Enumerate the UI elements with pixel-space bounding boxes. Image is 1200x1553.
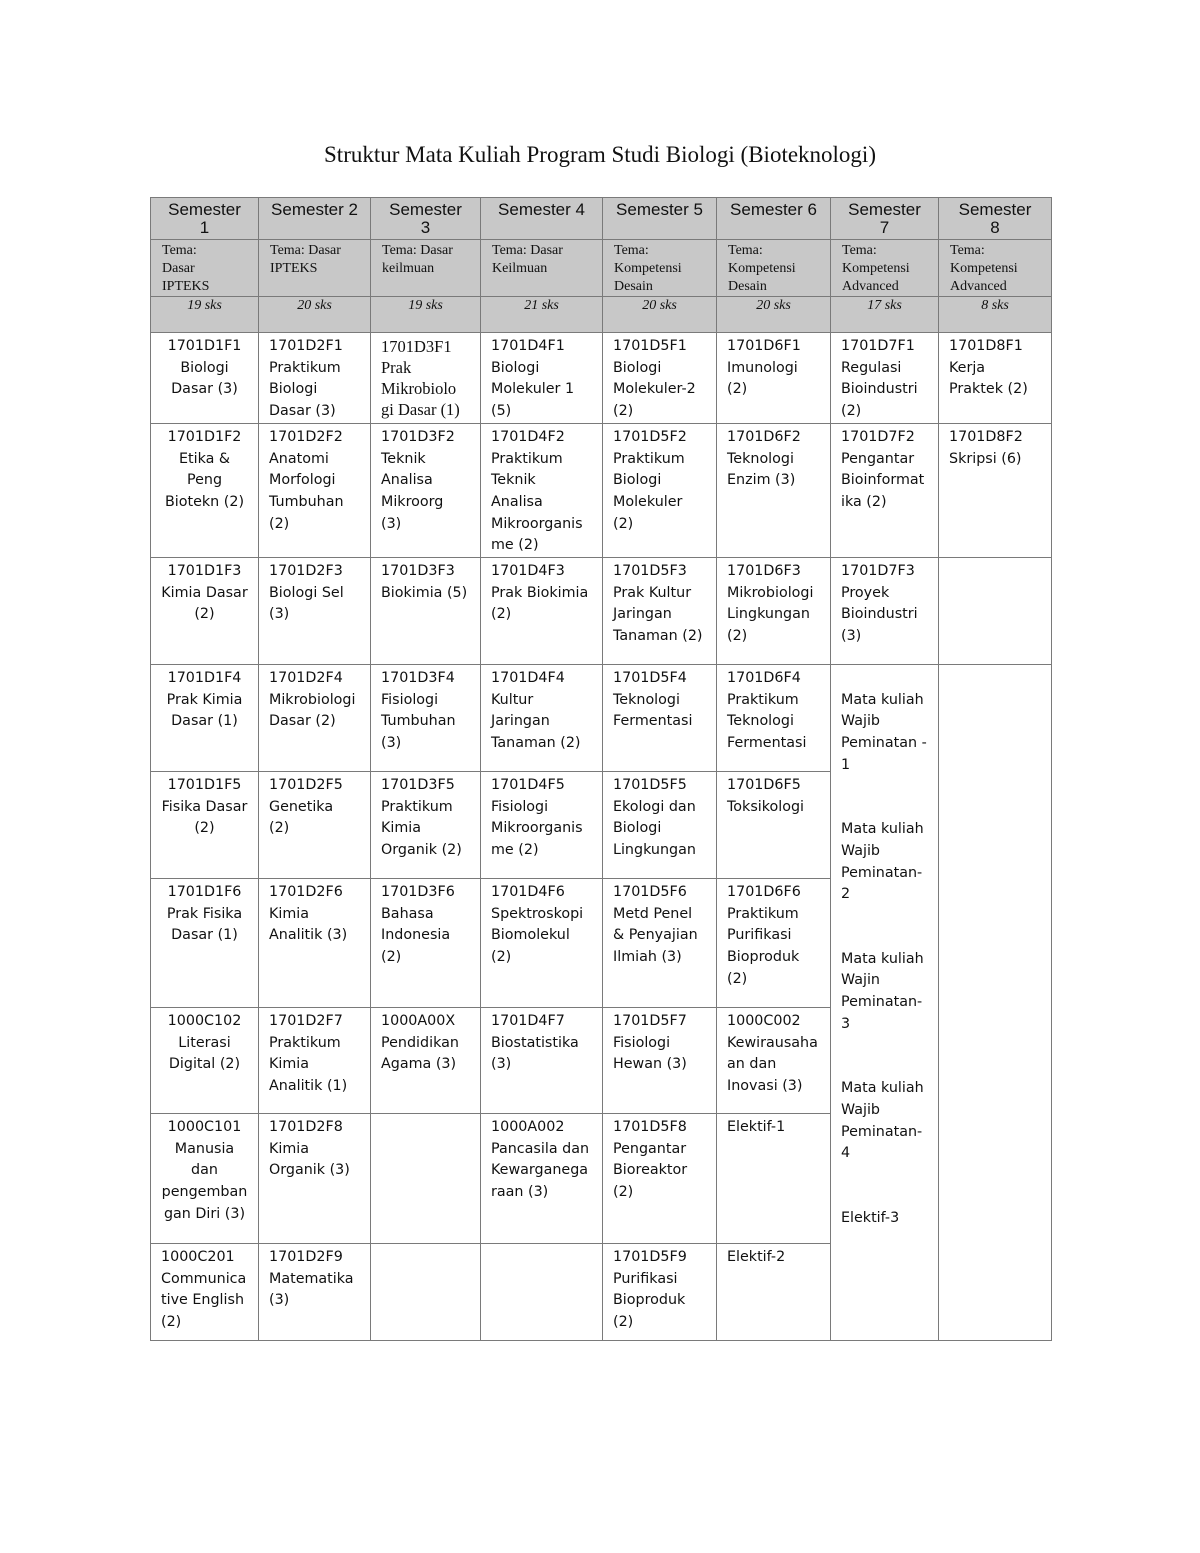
semester-tema: Tema: Kompetensi Desain [603,240,717,297]
semester-tema: Tema: Kompetensi Desain [717,240,831,297]
semester-sks: 20 sks [259,297,371,333]
course-cell: 1701D6F2 Teknologi Enzim (3) [717,423,831,557]
wajib-peminatan-item: Mata kuliah Wajib Peminatan- 2 [841,821,924,903]
course-cell: 1701D1F2 Etika & Peng Biotekn (2) [151,423,259,557]
course-cell: 1701D2F3 Biologi Sel (3) [259,558,371,665]
course-cell: 1000A00X Pendidikan Agama (3) [371,1008,481,1114]
course-cell: 1701D1F5 Fisika Dasar (2) [151,772,259,879]
course-cell: 1701D3F4 Fisiologi Tumbuhan (3) [371,665,481,772]
course-cell: 1701D6F4 Praktikum Teknologi Fermentasi [717,665,831,772]
course-cell: 1701D4F7 Biostatistika (3) [481,1008,603,1114]
wajib-peminatan-item: Mata kuliah Wajib Peminatan- 4 [841,1080,924,1162]
course-cell: 1701D1F4 Prak Kimia Dasar (1) [151,665,259,772]
semester-sks: 19 sks [151,297,259,333]
course-cell: 1000C102 Literasi Digital (2) [151,1008,259,1114]
course-cell: Elektif-2 [717,1244,831,1341]
elektif-item: Elektif-3 [841,1209,900,1226]
course-cell: 1701D2F4 Mikrobiologi Dasar (2) [259,665,371,772]
semester8-empty-cell [939,665,1052,1341]
course-cell [371,1114,481,1244]
course-cell: 1701D4F6 Spektroskopi Biomolekul (2) [481,879,603,1008]
course-cell: 1701D5F6 Metd Penel & Penyajian Ilmiah (3) [603,879,717,1008]
course-cell: 1701D5F4 Teknologi Fermentasi [603,665,717,772]
semester-sks: 8 sks [939,297,1052,333]
course-cell: 1701D5F8 Pengantar Bioreaktor (2) [603,1114,717,1244]
course-cell: 1000C201 Communica tive English (2) [151,1244,259,1341]
semester-sks: 20 sks [717,297,831,333]
semester-header: Semester 8 [939,198,1052,240]
semester-sks: 21 sks [481,297,603,333]
course-structure-table [150,197,1052,1341]
course-cell: 1701D5F9 Purifikasi Bioproduk (2) [603,1244,717,1341]
semester-sks: 19 sks [371,297,481,333]
semester-header: Semester 4 [481,198,603,240]
course-cell: 1701D2F8 Kimia Organik (3) [259,1114,371,1244]
course-cell: 1701D7F2 Pengantar Bioinformat ika (2) [831,423,939,557]
course-cell: 1701D4F1 Biologi Molekuler 1 (5) [481,333,603,424]
course-cell: 1701D3F3 Biokimia (5) [371,558,481,665]
course-cell [371,1244,481,1341]
course-cell [481,1244,603,1341]
semester-tema: Tema: Dasar IPTEKS [151,240,259,297]
wajib-peminatan-item: Mata kuliah Wajin Peminatan- 3 [841,950,924,1032]
course-cell [939,558,1052,665]
course-cell: 1701D5F7 Fisiologi Hewan (3) [603,1008,717,1114]
table-row [151,558,1052,665]
course-cell: 1701D6F3 Mikrobiologi Lingkungan (2) [717,558,831,665]
course-cell: 1701D6F6 Praktikum Purifikasi Bioproduk (2) [717,879,831,1008]
course-cell: 1701D4F5 Fisiologi Mikroorganis me (2) [481,772,603,879]
course-cell: 1701D4F3 Prak Biokimia (2) [481,558,603,665]
semester-tema: Tema: Dasar IPTEKS [259,240,371,297]
course-cell: 1701D2F9 Matematika (3) [259,1244,371,1341]
semester-tema: Tema: Dasar Keilmuan [481,240,603,297]
course-cell: 1701D5F1 Biologi Molekuler-2 (2) [603,333,717,424]
tema-row [151,240,1052,297]
semester-tema: Tema: Kompetensi Advanced [939,240,1052,297]
course-cell: 1701D2F5 Genetika (2) [259,772,371,879]
course-cell: 1701D2F2 Anatomi Morfologi Tumbuhan (2) [259,423,371,557]
course-cell: 1701D5F5 Ekologi dan Biologi Lingkungan [603,772,717,879]
course-cell: 1701D1F6 Prak Fisika Dasar (1) [151,879,259,1008]
course-cell: 1000C002 Kewirausaha an dan Inovasi (3) [717,1008,831,1114]
course-cell: 1701D3F6 Bahasa Indonesia (2) [371,879,481,1008]
course-cell: 1000A002 Pancasila dan Kewarganega raan (3) [481,1114,603,1244]
semester-header: Semester 6 [717,198,831,240]
course-cell: 1701D6F1 Imunologi (2) [717,333,831,424]
table-row [151,665,1052,772]
table-row [151,423,1052,557]
table-row [151,333,1052,424]
course-cell: 1701D2F6 Kimia Analitik (3) [259,879,371,1008]
course-cell: 1701D3F2 Teknik Analisa Mikroorg (3) [371,423,481,557]
course-cell: 1701D5F3 Prak Kultur Jaringan Tanaman (2) [603,558,717,665]
wajib-peminatan-item: Mata kuliah Wajib Peminatan - 1 [841,691,927,773]
course-cell: 1701D4F2 Praktikum Teknik Analisa Mikroorganis me (2) [481,423,603,557]
semester-header-row [151,198,1052,240]
course-cell: 1701D7F3 Proyek Bioindustri (3) [831,558,939,665]
sks-row [151,297,1052,333]
semester-header: Semester 7 [831,198,939,240]
course-cell: Elektif-1 [717,1114,831,1244]
semester-tema: Tema: Dasar keilmuan [371,240,481,297]
course-cell: 1701D1F1 Biologi Dasar (3) [151,333,259,424]
course-cell: 1701D6F5 Toksikologi [717,772,831,879]
course-cell: 1701D4F4 Kultur Jaringan Tanaman (2) [481,665,603,772]
page-title: Struktur Mata Kuliah Program Studi Biologi (Bioteknologi) [324,142,876,167]
semester-tema: Tema: Kompetensi Advanced [831,240,939,297]
semester-header: Semester 2 [259,198,371,240]
course-cell: 1701D2F7 Praktikum Kimia Analitik (1) [259,1008,371,1114]
course-cell: 1701D3F1 Prak Mikrobiolo gi Dasar (1) [371,333,481,424]
semester-header: Semester 3 [371,198,481,240]
course-cell: 1701D8F2 Skripsi (6) [939,423,1052,557]
semester-sks: 17 sks [831,297,939,333]
semester-header: Semester 5 [603,198,717,240]
semester7-wajib-cell [831,665,939,1341]
course-cell: 1701D8F1 Kerja Praktek (2) [939,333,1052,424]
course-cell: 1701D3F5 Praktikum Kimia Organik (2) [371,772,481,879]
course-cell: 1701D2F1 Praktikum Biologi Dasar (3) [259,333,371,424]
course-cell: 1701D1F3 Kimia Dasar (2) [151,558,259,665]
course-cell: 1701D7F1 Regulasi Bioindustri (2) [831,333,939,424]
course-cell: 1000C101 Manusia dan pengemban gan Diri (3) [151,1114,259,1244]
course-cell: 1701D5F2 Praktikum Biologi Molekuler (2) [603,423,717,557]
semester-header: Semester 1 [151,198,259,240]
semester-sks: 20 sks [603,297,717,333]
